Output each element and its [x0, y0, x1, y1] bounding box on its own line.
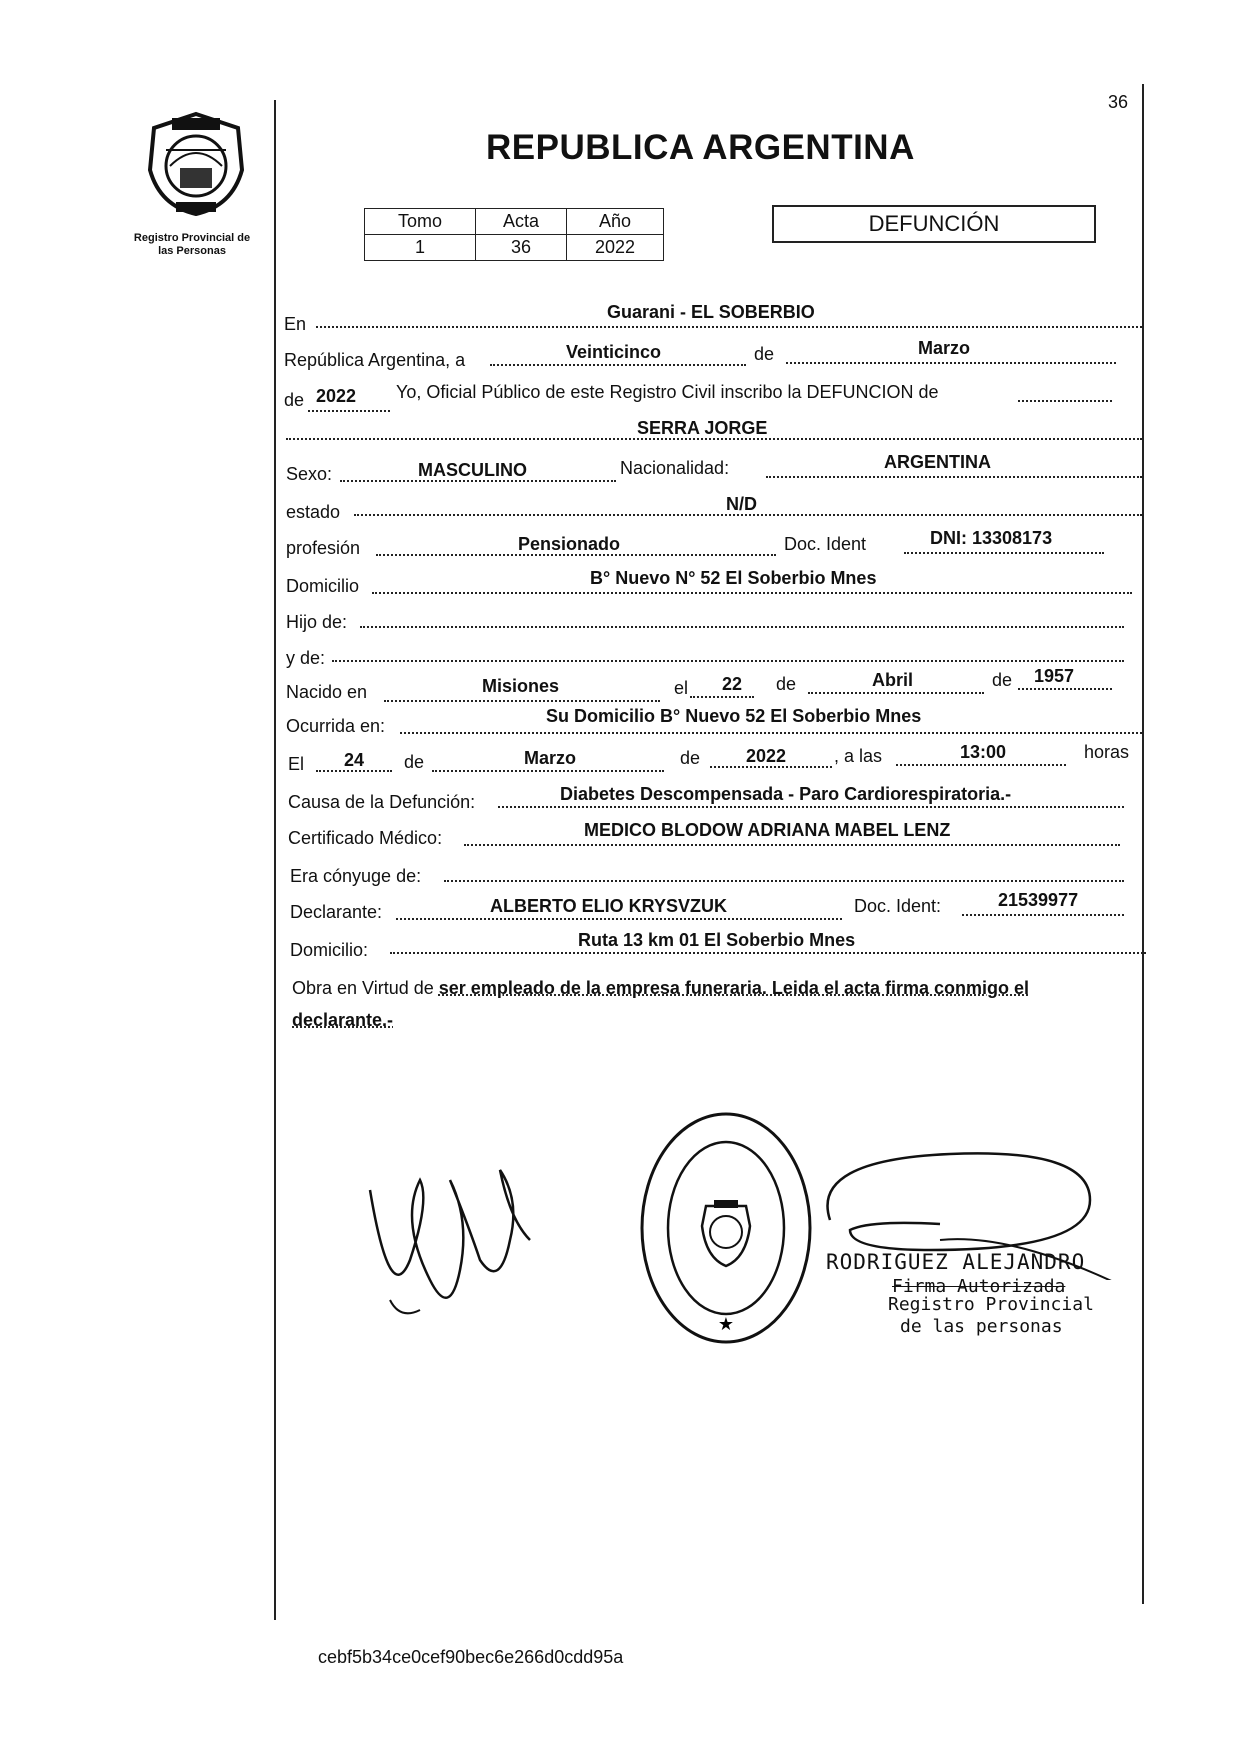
el2-label: El [288, 754, 305, 774]
hijo-dots [360, 626, 1124, 628]
doc-ident2-label: Doc. Ident: [854, 896, 942, 916]
def-anio: 2022 [746, 746, 787, 766]
nacido-value: Misiones [482, 676, 560, 696]
sexo-label: Sexo: [286, 464, 333, 484]
signatory-name: RODRIGUEZ ALEJANDRO [826, 1250, 1086, 1274]
def-mes-dots [432, 770, 664, 772]
causa-label: Causa de la Defunción: [288, 792, 476, 812]
certificado-label: Certificado Médico: [288, 828, 443, 848]
sexo-value: MASCULINO [418, 460, 527, 480]
declarant-signature [360, 1160, 540, 1330]
page-number: 36 [1108, 92, 1129, 112]
doc-ident-dots [904, 552, 1104, 554]
de4-label: de [992, 670, 1013, 690]
signatory-registry: Registro Provincial [888, 1294, 1094, 1315]
value-anio: 2022 [567, 235, 664, 261]
horas-label: horas [1084, 742, 1130, 762]
signatory-title: Firma Autorizada [892, 1276, 1066, 1297]
en-value: Guarani - EL SOBERBIO [607, 302, 815, 322]
anio-dots [308, 410, 390, 412]
doc-ident-value: DNI: 13308173 [930, 528, 1053, 548]
anio-value: 2022 [316, 386, 357, 406]
doc-ident2-dots [962, 914, 1124, 916]
conyuge-dots [444, 880, 1124, 882]
dia-value: Veinticinco [566, 342, 662, 362]
hijo-label: Hijo de: [286, 612, 348, 632]
left-margin-line [274, 100, 276, 1620]
de-label: de [754, 344, 775, 364]
nacido-label: Nacido en [286, 682, 368, 702]
def-hora: 13:00 [960, 742, 1007, 762]
nacionalidad-label: Nacionalidad: [620, 458, 730, 478]
header-anio: Año [567, 209, 664, 235]
conyuge-label: Era cónyuge de: [290, 866, 422, 886]
causa-value: Diabetes Descompensada - Paro Cardiorespiratoria.- [560, 784, 1012, 804]
caption-line-1: Registro Provincial de [133, 232, 251, 244]
de6-label: de [680, 748, 701, 768]
dia-dots [490, 364, 746, 366]
province-seal-logo [142, 110, 250, 218]
def-dia: 24 [344, 750, 365, 770]
nacido-anio: 1957 [1034, 666, 1075, 686]
value-acta: 36 [476, 235, 567, 261]
nacionalidad-dots [766, 476, 1142, 478]
def-hora-dots [896, 764, 1066, 766]
y-de-label: y de: [286, 648, 326, 668]
mes-dots [786, 362, 1116, 364]
estado-label: estado [286, 502, 341, 522]
signatory-registry-2: de las personas [900, 1316, 1063, 1337]
value-tomo: 1 [365, 235, 476, 261]
en-dots [316, 326, 1142, 328]
nacido-mes-dots [808, 692, 984, 694]
obra-value-1: ser empleado de la empresa funeraria. Leida el acta firma conmigo el [438, 978, 1030, 998]
oficial-text: Yo, Oficial Público de este Registro Civil inscribo la DEFUNCION de [396, 382, 939, 402]
profesion-label: profesión [286, 538, 361, 558]
certificado-dots [464, 844, 1120, 846]
closing-paragraph [292, 972, 1152, 1036]
registry-caption [112, 232, 272, 258]
a-las-label: , a las [834, 746, 883, 766]
mes-value: Marzo [918, 338, 971, 358]
y-de-dots [332, 660, 1124, 662]
declarante-label: Declarante: [290, 902, 383, 922]
obra-label: Obra en Virtud de [292, 978, 434, 998]
deceased-name: SERRA JORGE [637, 418, 768, 438]
en-label: En [284, 314, 307, 334]
svg-text:★: ★ [717, 1314, 735, 1335]
record-table [364, 208, 664, 261]
domicilio-value: B° Nuevo N° 52 El Soberbio Mnes [590, 568, 877, 588]
official-stamp [636, 1108, 816, 1348]
profesion-value: Pensionado [518, 534, 621, 554]
nacido-dia-dots [690, 696, 754, 698]
de5-label: de [404, 752, 425, 772]
header-acta: Acta [476, 209, 567, 235]
domicilio-label: Domicilio [286, 576, 360, 596]
caption-line-2: las Personas [158, 245, 226, 257]
domicilio2-dots [390, 952, 1146, 954]
ocurrida-label: Ocurrida en: [286, 716, 386, 736]
el-label: el [674, 678, 689, 698]
page-title: REPUBLICA ARGENTINA [486, 128, 915, 167]
right-margin-line [1142, 84, 1144, 1604]
def-mes: Marzo [524, 748, 577, 768]
document-hash: cebf5b34ce0cef90bec6e266d0cdd95a [318, 1647, 624, 1667]
de2-label: de [284, 390, 305, 410]
doc-ident2-value: 21539977 [998, 890, 1079, 910]
nacionalidad-value: ARGENTINA [884, 452, 991, 472]
de3-label: de [776, 674, 797, 694]
nacido-mes: Abril [872, 670, 914, 690]
record-type-box: DEFUNCIÓN [772, 205, 1096, 243]
declarante-dots [396, 918, 842, 920]
oficial-dots [1018, 400, 1112, 402]
declarante-value: ALBERTO ELIO KRYSVZUK [490, 896, 728, 916]
ocurrida-value: Su Domicilio B° Nuevo 52 El Soberbio Mnes [546, 706, 922, 726]
domicilio-dots [372, 592, 1132, 594]
doc-ident-label: Doc. Ident [784, 534, 867, 554]
republica-label: República Argentina, a [284, 350, 466, 370]
causa-dots [498, 806, 1124, 808]
domicilio2-label: Domicilio: [290, 940, 369, 960]
obra-value-2: declarante.- [292, 1010, 394, 1030]
header-tomo: Tomo [365, 209, 476, 235]
nacido-dia: 22 [722, 674, 743, 694]
certificado-value: MEDICO BLODOW ADRIANA MABEL LENZ [584, 820, 951, 840]
estado-value: N/D [726, 494, 757, 514]
nacido-dots [384, 700, 660, 702]
ocurrida-dots [400, 732, 1142, 734]
domicilio2-value: Ruta 13 km 01 El Soberbio Mnes [578, 930, 856, 950]
nacido-anio-dots [1018, 688, 1112, 690]
